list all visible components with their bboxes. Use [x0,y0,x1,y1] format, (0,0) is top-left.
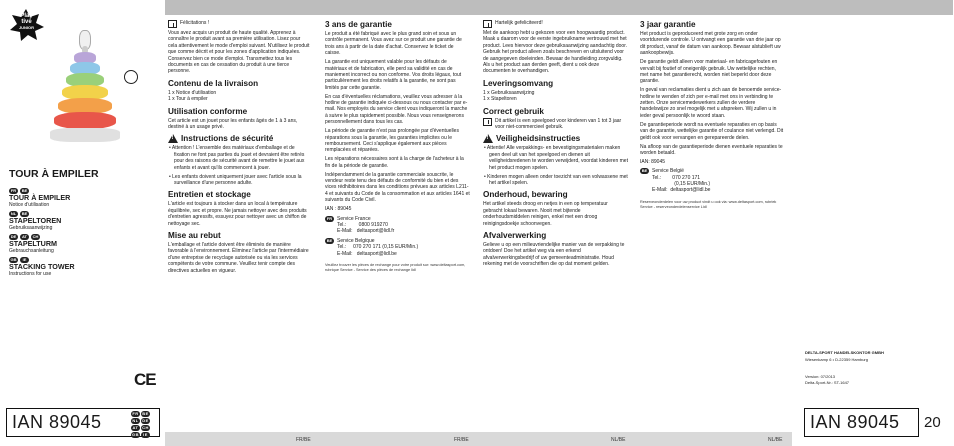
securite-bullet: • Les enfants doivent uniquement jouer avec l'article sous la surveillance d'une personne adulte. [169,173,302,186]
header-band [165,0,953,15]
back-ian-box [804,408,919,437]
veilig-bullet: • Attentie! Alle verpakkings- en bevestigingsmaterialen maken geen deel uit van het speelgoed en dienen uit veiligheidsredenen te worden verwijderd, voordat kinderen met het product mogen spelen. [484,145,628,171]
info-note-icon [483,20,492,28]
logo-junior: JUNIOR [18,25,35,30]
heading-securite: Instructions de sécurité [181,134,274,144]
garantie-para: De garantie geldt alleen voor materiaal- en fabricagefouten en vervalt bij foutief of oneigenlijk gebruik. Uw wettelijke rechten, met name het garantierecht, worden niet beperkt door deze garantie. [640,59,778,85]
heading-gebruik: Correct gebruik [483,106,544,116]
ian-line-fr: IAN : 89045 [325,206,352,213]
logo-play: Play [20,13,33,19]
afval-text: Gelieve u op een milieuvriendelijke manier van de verpakking te ontdoen! Doe het artikel weg via een erkend afvalverwerkingsbedrijf of uw gemeenteadministratie. Houd rekening met de voorschriften die op dat moment gelden. [483,242,625,268]
entry-name-de: STAPELTURM [9,239,58,248]
logo-tive: tive [21,19,32,25]
entry-sub-fr: Notice d'utilisation [9,202,50,208]
ian-flag-gb: GB [132,432,139,437]
entry-name-nl: STAPELTOREN [9,216,62,225]
info-note-icon [168,20,177,28]
service-belgique [325,238,470,257]
spare-parts-note: Reserveonderdelen voor uw product vindt u ook via: www.deltasport.com, rubriek Service - reserveonderdelenservice Lidl [640,199,777,209]
note-row [168,20,310,28]
garantie-para: Les réparations nécessaires sont à la charge de l'acheteur à la fin de la période de garantie. [325,156,464,169]
flag-fr: FR [326,215,333,221]
heading-garantie-fr: 3 ans de garantie [325,20,392,29]
flag-be: BE [326,237,333,243]
ian-flag-nl: NL [132,418,139,423]
page-number: 20 [924,414,941,431]
flag-fr: FR [10,188,17,193]
ian-flag-ie: IE [141,432,150,438]
back-ian: IAN 89045 [810,412,900,432]
footer-label-4: NL/BE [768,437,783,443]
heading-rebut: Mise au rebut [168,231,221,241]
ian-line-nl: IAN: 89045 [640,158,666,165]
ian-flag-fr: FR [132,411,139,416]
ce-mark: CE [134,370,156,389]
version: Version: 07/2013 [805,374,836,379]
flag-at: AT [21,234,28,239]
intro-text: Met de aankoop hebt u gekozen voor een hoogwaardig product. Maak u daarom voor de eerste ingebruikname vertrouwd met het product. Lees hiervoor deze gebruiksaanwijzing aandachtig door. Gebruik het product alleen zoals beschreven en uitsluitend voor de aangegeven doeleinden. Bewaar de handleiding zorgvuldig. Als u het product aan derden geeft, dient u ook deze documenten te overhandigen. [483,30,627,75]
intro-text: Vous avez acquis un produit de haute qualité. Apprenez à connaître le produit avant sa première utilisation. Lisez pour cela attentivement le mode d'emploi suivant. N'utilisez le produit que comme décrit et pour les zones d'application indiquées. Conservez bien ce mode d'emploi. Transmettez tous les documents en cas de cessation du produit à une tierce personne. [168,30,310,75]
flag-be: BE [21,211,28,216]
service-phone: Tel.: 070 270 171 [652,174,701,181]
service-name: Service Belgique [337,237,375,244]
service-email: E-Mail: deltasport@lidl.fr [337,228,395,235]
safety-age-icon [124,70,138,84]
veilig-bullet: • Kinderen mogen alleen onder toezicht van een volwassene met het artikel spelen. [484,173,628,186]
service-france [325,216,470,235]
omvang-item: 1 x Gebruiksaanwijzing [483,89,535,96]
heading-omvang: Leveringsomvang [483,78,554,88]
column-fr-1 [168,20,310,277]
ian-flag-at: AT [132,425,139,430]
intro-note: Hartelijk gefeliciteerd! [495,20,543,26]
entry-sub-de: Gebrauchsanleitung [9,248,54,254]
language-list [9,185,75,277]
heading-onderhoud: Onderhoud, bewaring [483,190,568,200]
onderhoud-text: Het artikel steeds droog en netjes in een op temperatuur gebracht lokaal bewaren. Nooit met bijtende onderhoudsmiddelen reinigen, enkel met een droog reinigingsdoekje schoonvegen. [483,201,608,227]
note-row [483,118,628,131]
delta-sport-nr: Delta-Sport-Nr.: ST-1647 [805,380,850,385]
heading-afval: Afvalverwerking [483,231,547,241]
footer-band [165,432,792,446]
footer-label-1: FR/BE [296,437,311,443]
flag-be: BE [641,168,648,174]
service-name: Service France [337,215,371,222]
flag-be: BE [21,188,28,193]
contenu-item: 1 x Notice d'utilisation [168,89,217,96]
entretien-text: L'article est toujours à stocker dans un local à température équilibrée, sec et propre. Ne jamais nettoyer avec des produits d'entretien agressifs, essuyez pour nettoyer avec un chiffon de nettoyage sec. [168,201,307,227]
garantie-para: En cas d'éventuelles réclamations, veuillez vous adresser à la hotline de garantie indiquée ci-dessous ou nous contacter par e-mail. Nos employés du service client vous indiqueront la marche à suivre le plus rapidement possible. Nous vous renseignerons personnellement dans tous les cas. [325,93,468,126]
flag-nl: NL [10,211,17,216]
cover-ian-box [6,408,160,437]
entry-sub-nl: Gebruiksaanwijzing [9,225,53,231]
entry-sub-gb: Instructions for use [9,271,52,277]
service-name: Service België [652,168,684,175]
ian-flags [131,411,155,438]
info-note-icon [483,118,492,126]
omvang-item: 1 x Stapeltoren [483,96,517,103]
service-phone: Tel.: 0800 919270 [337,221,388,228]
garantie-para: De garantieperiode wordt na eventuele reparaties en op basis van de garantie, wettelijke garantie of coulance niet verlengd. Dit geldt ook voor vervangen en gerepareerde delen. [640,121,784,141]
rebut-text: L'emballage et l'article doivent être éliminés de manière favorable à l'environnement. Éliminez l'article par l'intermédiaire d'une entreprise de recyclage autorisée ou via les services compétents de votre commune. Veuillez tenir compte des directives actuelles en vigueur. [168,242,309,274]
garantie-para: La garantie est uniquement valable pour les défauts de matériaux et de fabrication, elle perd sa validité en cas de maniement incorrect ou non conforme. Vos droits légaux, tout particulièrement les droits relatifs à la garantie, ne sont pas limités par cette garantie. [325,59,462,91]
ian-flag-ch: CH [142,425,149,430]
cover-ian: IAN 89045 [12,412,102,432]
note-row [483,20,628,28]
garantie-para: Na afloop van de garantieperiode dienen eventuele reparaties te worden betaald. [640,143,783,156]
company-address: Wiesenkamp 6 • D-22359 Hamburg [805,357,868,362]
warning-heading-row [168,134,310,143]
garantie-para: La période de garantie n'est pas prolongée par d'éventuelles réparations sous la garantie, les garanties implicites ou le remboursement. Ceci s'applique également aux pièces remplacées et réparées. [325,128,459,154]
flag-ie: IE [20,257,29,263]
intro-note: Félicitations ! [180,20,210,26]
cover-title: TOUR À EMPILER [9,168,99,180]
column-nl-1 [483,20,628,270]
heading-garantie-nl: 3 jaar garantie [640,20,696,29]
company-name: DELTA-SPORT HANDELSKONTOR GMBH [805,350,884,355]
service-belgie [640,168,785,194]
heading-contenu: Contenu de la livraison [168,78,259,88]
service-email: E-Mail: deltasport@lidl.be [652,187,711,194]
flag-ch: CH [32,234,39,239]
column-nl-2 [640,20,785,210]
garantie-para: Le produit a été fabriqué avec le plus grand soin et sous un contrôle permanent. Vous avez sur ce produit une garantie de trois ans à partir de la date d'achat. Conservez le ticket de caisse. [325,31,462,57]
service-phone: Tel.: 070 270 171 (0,15 EUR/Min.) [337,244,419,251]
heading-entretien: Entretien et stockage [168,190,251,200]
securite-bullet: • Attention ! L'ensemble des matériaux d'emballage et de fixation ne font pas parties du jouet et devraient être retirés pour des raisons de sécurité avant de remettre le jouet aux enfants et avant qu'ils commencent à jouer. [169,145,305,171]
ian-flag-de: DE [142,418,149,423]
entry-name-fr: TOUR À EMPILER [9,193,71,202]
spare-parts-note: Veuillez trouver les pièces de rechange pour votre produit sur: www.deltasport.com, rubrique Service - Service des pièces de rechange lidl [325,263,466,272]
garantie-para: Indépendamment de la garantie commerciale souscrite, le vendeur reste tenu des défauts de conformité du bien et des vices rédhibitoires dans les conditions prévues aux articles L211-4 et suivants du Code de la consommation et aux articles 1641 et suivants du Code Civil. [325,171,470,204]
stacking-tower-image [40,30,130,155]
service-rate: (0,15 EUR/Min.) [652,181,711,188]
heading-veilig: Veiligheidsinstructies [496,134,581,144]
service-email: E-Mail: deltasport@lidl.be [337,250,397,257]
garantie-para: Het product is geproduceerd met grote zorg en onder voortdurende controle. U ontvangt een garantie van drie jaar op dit product, vanaf de datum van aankoop. Bewaar alstublieft uw aankoopbewijs. [640,31,781,57]
footer-label-3: NL/BE [611,437,626,443]
entry-name-gb: STACKING TOWER [9,262,75,271]
warning-heading-row [483,134,628,143]
warning-icon [483,134,493,143]
heading-utilisation: Utilisation conforme [168,106,248,116]
contenu-item: 1 x Tour à empiler [168,96,208,103]
gebruik-text: Dit artikel is een speelgoed voor kinderen van 1 tot 3 jaar voor niet-commercieel gebruik. [495,117,622,131]
utilisation-text: Cet article est un jouet pour les enfants âgés de 1 à 3 ans, destiné à un usage privé. [168,117,298,131]
warning-icon [168,134,178,143]
footer-label-2: FR/BE [454,437,469,443]
flag-gb: GB [10,257,17,262]
ian-flag-be: BE [142,411,149,416]
garantie-para: In geval van reclamaties dient u zich aan de benoemde service-hotline te wenden of zich per e-mail met ons in verbinding te zetten. Onze servicemedewerkers zullen de verdere handelswijze zo snel mogelijk met u afspreken. Wij zullen u in ieder geval persoonlijk te woord staan. [640,87,782,119]
flag-de: DE [10,234,17,239]
column-fr-2 [325,20,470,273]
